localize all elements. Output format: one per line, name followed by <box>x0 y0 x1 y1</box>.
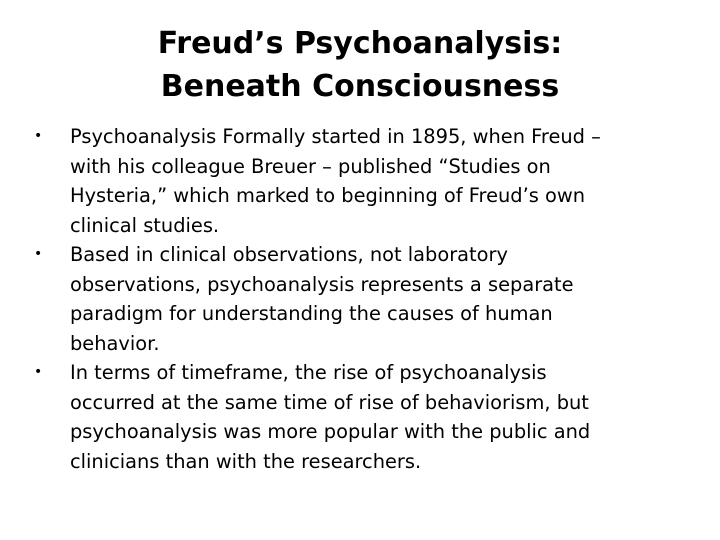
bullet-text-line: observations, psychoanalysis represents a separate <box>70 272 574 296</box>
slide-title-line-2: Beneath Consciousness <box>160 69 560 104</box>
bullet-text-line: paradigm for understanding the causes of human <box>70 302 553 325</box>
bullet-text-line: clinical studies. <box>70 213 220 237</box>
bullet-text-line: In terms of timeframe, the rise of psychoanalysis <box>70 361 547 384</box>
bullet-text-line: psychoanalysis was more popular with the public and <box>70 420 591 443</box>
bullet-dot-icon: • <box>34 364 43 380</box>
slide-title-line-1: Freud’s Psychoanalysis: <box>157 26 563 61</box>
bullet-dot-icon: • <box>34 246 43 262</box>
bullet-text-line: behavior. <box>70 331 160 355</box>
bullet-list <box>34 122 674 476</box>
bullet-text-line: with his colleague Breuer – published “Studies on <box>70 154 551 178</box>
bullet-text-line: clinicians than with the researchers. <box>70 449 422 473</box>
bullet-item <box>34 358 674 476</box>
bullet-text-line: Based in clinical observations, not laboratory <box>70 243 508 266</box>
bullet-text-line: Psychoanalysis Formally started in 1895, when Freud – <box>70 125 601 148</box>
bullet-text-line: occurred at the same time of rise of behaviorism, but <box>70 390 589 414</box>
bullet-item <box>34 240 674 358</box>
slide-title <box>60 22 660 108</box>
bullet-dot-icon: • <box>34 128 43 144</box>
bullet-text-line: Hysteria,” which marked to beginning of Freud’s own <box>70 184 586 207</box>
bullet-item <box>34 122 674 240</box>
